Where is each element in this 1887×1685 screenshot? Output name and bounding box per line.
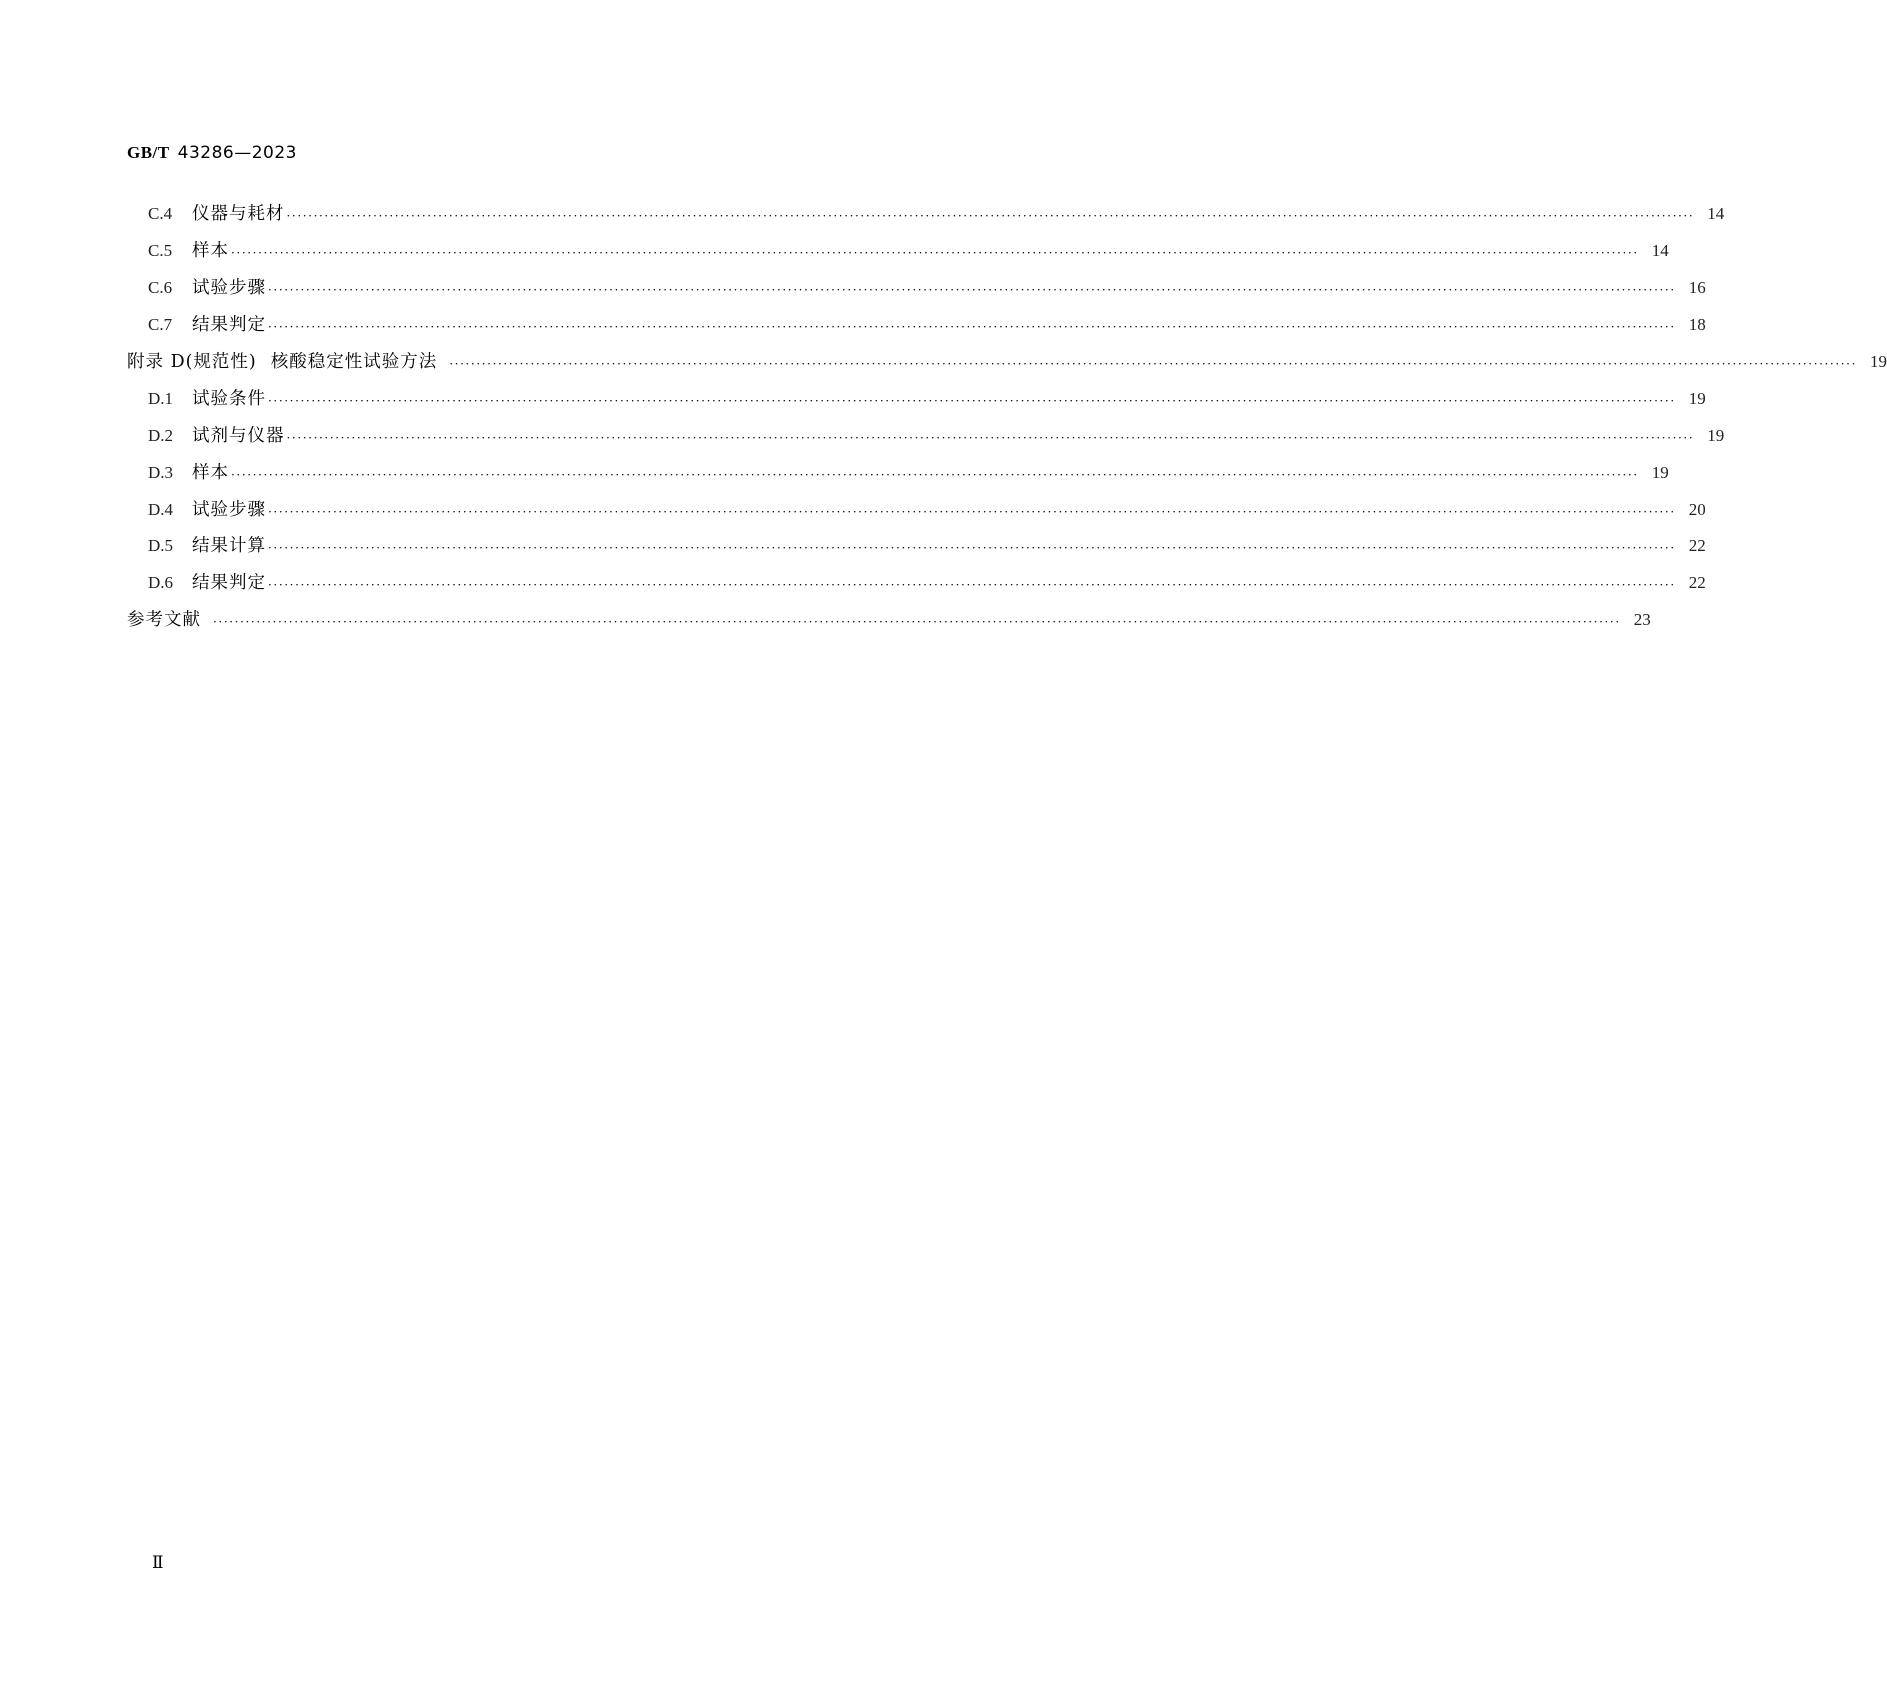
page-header	[127, 143, 297, 163]
toc-leader-dots: ····································································································································································································································································	[268, 393, 1676, 408]
toc-entry-number: C.5	[148, 241, 173, 261]
toc-entry-page: 19	[1651, 462, 1669, 482]
toc-entry-title: 结果判定	[192, 315, 266, 336]
toc-leader-dots: ····································································································································································································································································	[231, 246, 1639, 261]
toc-entry-title: 结果判定	[192, 573, 266, 594]
toc-entry-page: 19	[1870, 352, 1887, 371]
toc-entry-d5[interactable]	[127, 528, 1706, 565]
toc-leader-dots: ····································································································································································································································································	[268, 541, 1676, 556]
standard-code: GB/T	[127, 143, 170, 162]
toc-entry-number: D.1	[148, 388, 174, 408]
toc-entry-number: D.3	[148, 462, 174, 482]
toc-entry-c5[interactable]	[127, 233, 1669, 270]
toc-entry-d3[interactable]	[127, 454, 1669, 491]
toc-entry-page: 18	[1688, 315, 1706, 335]
toc-entry-page: 19	[1707, 425, 1725, 445]
toc-leader-dots: ····································································································································································································································································	[213, 615, 1621, 630]
toc-leader-dots: ····································································································································································································································································	[268, 504, 1676, 519]
toc-entry-title: 试验步骤	[192, 499, 266, 520]
toc-entry-c4[interactable]	[127, 196, 1725, 233]
toc-entry-title	[127, 351, 437, 373]
toc-entry-title: 结果计算	[192, 536, 266, 557]
annex-label: 附录 D(规范性)	[127, 352, 257, 372]
standard-number: 43286—2023	[177, 143, 297, 163]
toc-entry-page: 14	[1651, 241, 1669, 261]
toc-entry-page: 19	[1688, 388, 1706, 408]
toc-entry-number: C.7	[148, 315, 173, 335]
toc-entry-page: 22	[1688, 536, 1706, 556]
toc-leader-dots: ····································································································································································································································································	[268, 578, 1676, 593]
toc-leader-dots: ····································································································································································································································································	[286, 209, 1695, 224]
toc-entry-page: 22	[1688, 573, 1706, 593]
annex-subtitle: 核酸稳定性试验方法	[270, 352, 438, 372]
toc-leader-dots: ····································································································································································································································································	[268, 320, 1676, 335]
toc-entry-title: 样本	[192, 462, 229, 483]
toc-entry-title: 仪器与耗材	[192, 204, 285, 225]
toc-entry-number: D.4	[148, 499, 174, 519]
toc-leader-dots: ····································································································································································································································································	[286, 430, 1695, 445]
toc-entry-number: D.2	[148, 425, 174, 445]
toc-entry-d1[interactable]	[127, 380, 1706, 417]
toc-entry-number: D.6	[148, 573, 174, 593]
toc-entry-number: C.6	[148, 278, 173, 298]
toc-entry-number: D.5	[148, 536, 174, 556]
toc-entry-d2[interactable]	[127, 417, 1725, 454]
table-of-contents	[127, 196, 1887, 639]
toc-entry-references[interactable]	[127, 602, 1651, 639]
toc-leader-dots: ····································································································································································································································································	[268, 283, 1676, 298]
toc-leader-dots: ····································································································································································································································································	[449, 357, 1858, 371]
toc-entry-page: 14	[1707, 204, 1725, 224]
page-number: Ⅱ	[152, 1553, 164, 1572]
toc-entry-title: 样本	[192, 241, 229, 262]
toc-entry-page: 20	[1688, 499, 1706, 519]
toc-entry-page: 16	[1688, 278, 1706, 298]
toc-entry-page: 23	[1633, 610, 1651, 630]
toc-entry-c6[interactable]	[127, 270, 1706, 307]
toc-entry-d4[interactable]	[127, 491, 1706, 528]
toc-entry-annex-d[interactable]	[127, 344, 1887, 381]
toc-entry-d6[interactable]	[127, 565, 1706, 602]
toc-entry-title: 试验条件	[192, 388, 266, 409]
toc-leader-dots: ····································································································································································································································································	[231, 467, 1639, 482]
toc-entry-number: C.4	[148, 204, 173, 224]
toc-entry-title: 试剂与仪器	[192, 425, 285, 446]
toc-entry-title: 参考文献	[127, 610, 201, 631]
toc-entry-title: 试验步骤	[192, 278, 266, 299]
toc-entry-c7[interactable]	[127, 307, 1706, 344]
